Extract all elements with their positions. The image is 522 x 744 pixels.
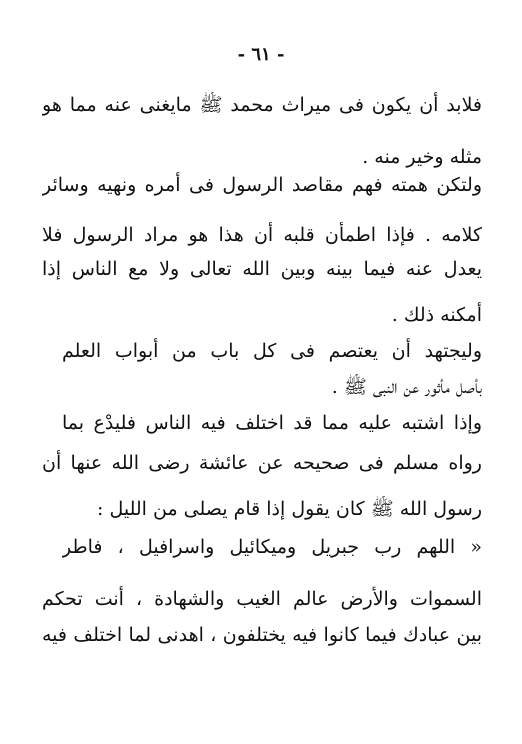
text-line: بين عبادك فيما كانوا فيه يختلفون ، اهدنى لما اختلف فيه: [42, 624, 482, 646]
text-line: « اللهم رب جبريل وميكائيل واسرافيل ، فاطر: [62, 536, 482, 558]
text-line: رسول الله ﷺ كان يقول إذا قام يصلى من الليل :: [97, 498, 482, 520]
text-line: وليجتهد أن يعتصم فى كل باب من أبواب العلم: [62, 340, 482, 362]
text-line: وإذا اشتبه عليه مما قد اختلف فيه الناس فليدْع بما: [62, 412, 482, 434]
text-line: ولتكن همته فهم مقاصد الرسول فى أمره ونهيه وسائر: [42, 174, 482, 196]
text-line: مثله وخير منه .: [362, 146, 482, 168]
text-line: أمكنه ذلك .: [391, 304, 482, 326]
text-line: فلابد أن يكون فى ميراث محمد ﷺ مايغنى عنه مما هو: [42, 94, 482, 116]
text-line: كلامه . فإذا اطمأن قلبه أن هذا هو مراد الرسول فلا: [42, 224, 482, 246]
text-line: السموات والأرض عالم الغيب والشهادة ، أنت تحكم: [42, 588, 482, 610]
text-line: يعدل عنه فيما بينه وبين الله تعالى ولا مع الناس إذا: [42, 258, 482, 280]
page-number: - ٦١ -: [237, 44, 285, 65]
text-line: بأصل مأثور عن النبى ﷺ .: [331, 376, 482, 398]
text-line: رواه مسلم فى صحيحه عن عائشة رضى الله عنها أن: [42, 452, 482, 474]
